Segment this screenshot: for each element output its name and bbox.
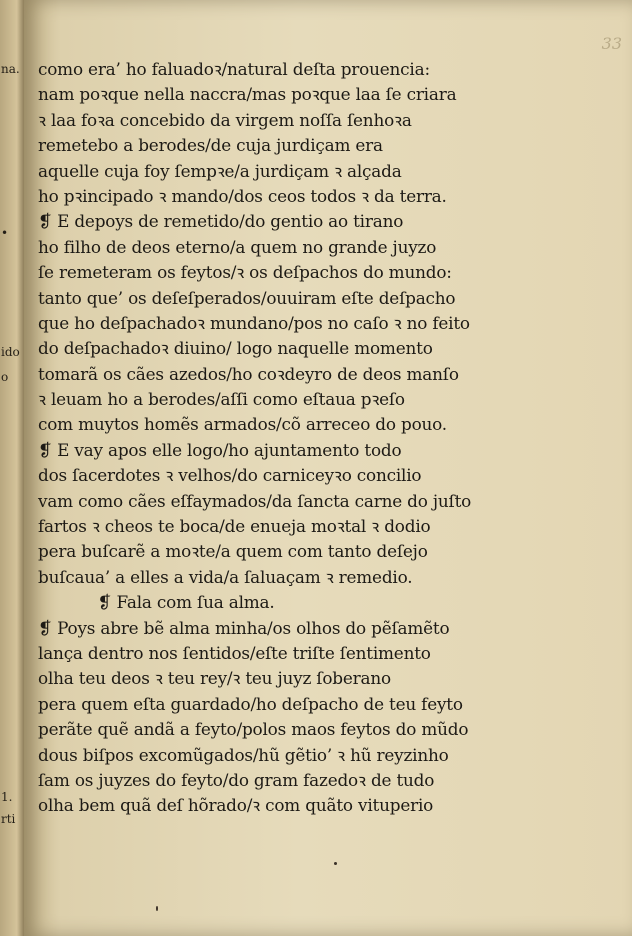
text-line: ho filho de deos eterno/a quem no grande juyzo (38, 237, 437, 258)
text-line: ſam os juyzes do feyto/do gram fazedoꝛ de tudo (38, 770, 435, 791)
text-line: pera quem eſta guardado/ho deſpacho de teu feyto (38, 694, 463, 715)
text-line: ꝛ leuam ho a berodes/aſſi como eſtaua pꝛeſo (38, 390, 405, 411)
text-line: tomarã os cães azedos/ho coꝛdeyro de deos manſo (38, 364, 459, 385)
text-line: fartos ꝛ cheos te boca/de enueja moꝛtal ꝛ dodio (38, 517, 431, 538)
text-line: ❡ E depoys de remetido/do gentio ao tirano (38, 212, 404, 233)
text-line: ho pꝛincipado ꝛ mando/dos ceos todos ꝛ da terra. (38, 186, 447, 207)
facing-fragment: o (1, 370, 9, 384)
facing-fragment: na. (1, 62, 20, 76)
paper-speck (334, 862, 337, 865)
text-line: do deſpachadoꝛ diuino/ logo naquelle momento (38, 339, 433, 360)
facing-fragment: rti (1, 812, 16, 826)
text-line: buſcaua’ a elles a vida/a ſaluaçam ꝛ remedio. (38, 567, 413, 588)
facing-fragment: ido (1, 345, 20, 359)
text-line: ❡ Poys abre bẽ alma minha/os olhos do pẽſamẽto (38, 618, 450, 639)
text-line: vam como cães eſfaymados/da ſancta carne do juſto (38, 491, 472, 512)
text-line: perãte quẽ andã a feyto/polos maos feytos do mũdo (38, 720, 469, 741)
facing-fragment: 1. (1, 790, 13, 804)
text-line: tanto que’ os deſeſperados/ouuiram eſte deſpacho (38, 288, 456, 309)
text-line: olha bem quã deſ hõrado/ꝛ com quãto vituperio (38, 796, 434, 817)
text-line: ſe remeteram os feytos/ꝛ os deſpachos do mundo: (38, 263, 452, 284)
text-line: dos ſacerdotes ꝛ velhos/do carniceyꝛo concilio (38, 466, 422, 487)
text-line: aquelle cuja foy ſempꝛe/a jurdiçam ꝛ alçada (38, 161, 402, 182)
text-line: ❡ E vay apos elle logo/ho ajuntamento todo (38, 440, 402, 461)
text-line: pera buſcarẽ a moꝛte/a quem com tanto deſejo (38, 542, 428, 563)
book-page (24, 0, 632, 936)
text-line: que ho deſpachadoꝛ mundano/pos no caſo ꝛ no feito (38, 313, 470, 334)
facing-page-edge (0, 0, 24, 936)
text-line: lança dentro nos ſentidos/eſte triſte ſentimento (38, 643, 431, 664)
facing-fragment: • (1, 226, 9, 240)
folio-number: 33 (601, 34, 622, 53)
text-line: dous biſpos excomũgados/hũ gẽtio’ ꝛ hũ reyzinho (38, 745, 449, 766)
text-line: remetebo a berodes/de cuja jurdiçam era (38, 136, 383, 157)
text-line: olha teu deos ꝛ teu rey/ꝛ teu juyz ſoberano (38, 669, 391, 690)
section-heading: ❡ Fala com ſua alma. (97, 593, 275, 614)
text-line: como era’ ho faluadoꝛ/natural deſta prouencia: (38, 60, 430, 80)
paper-speck (156, 906, 158, 911)
text-line: nam poꝛque nella naccra/mas poꝛque laa ſe criara (38, 85, 457, 106)
text-line: ꝛ laa foꝛa concebido da virgem noſſa ſenhoꝛa (38, 110, 412, 131)
page-text-block (38, 58, 598, 820)
text-line: com muytos homẽs armados/cõ arreceo do pouo. (38, 415, 447, 436)
